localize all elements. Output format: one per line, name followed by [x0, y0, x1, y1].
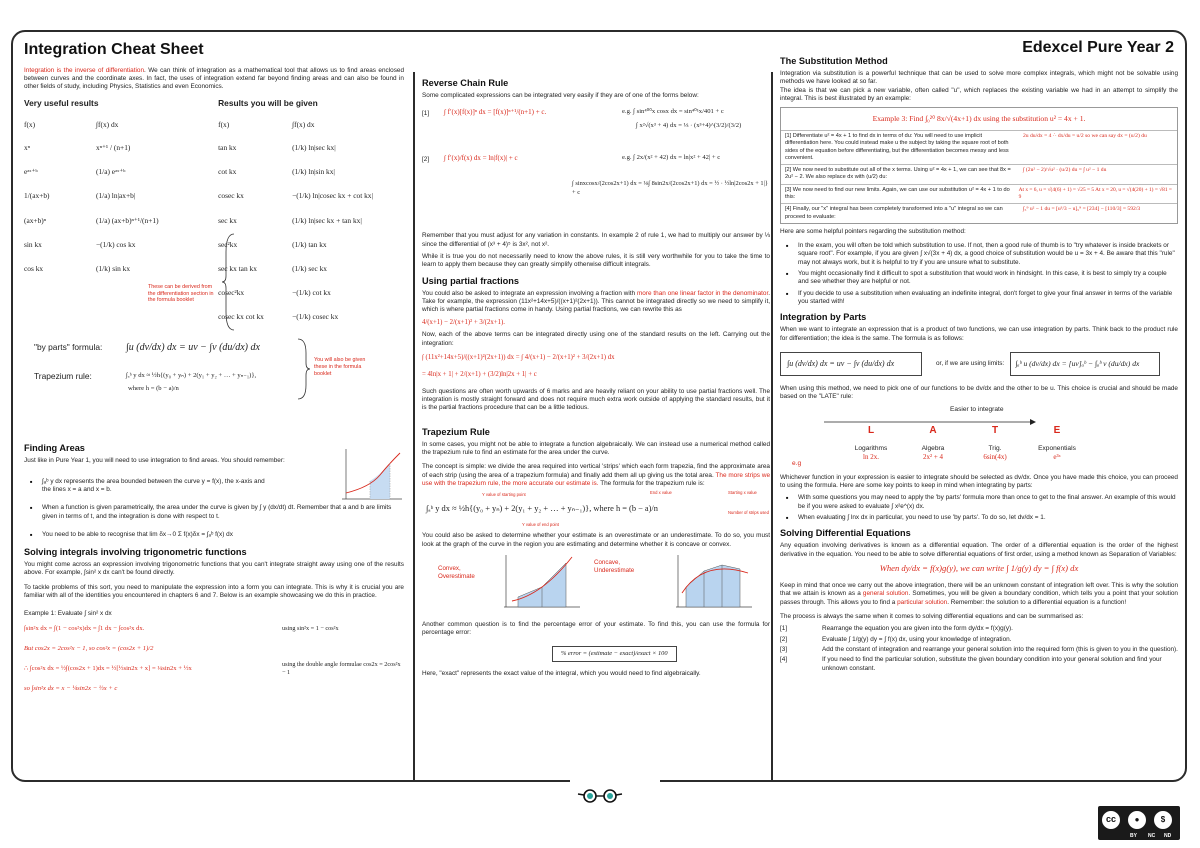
- booklet-note: You will also be given these in the formula booklet: [314, 357, 366, 378]
- page-title: Integration Cheat Sheet: [24, 41, 204, 58]
- given-function: sec kx: [218, 215, 237, 225]
- given-row: [218, 305, 404, 329]
- trapezium-p1: In some cases, you might not be able to integrate a function algebraically. We can instead use a numerical method called the trapezium rule to find an estimate for the area under the curve.: [422, 440, 770, 456]
- given-integral: (1/k) ln|sin kx|: [292, 167, 335, 177]
- column-divider: [771, 72, 773, 782]
- intro-rest: . We can think of integration as a mathematical tool that allows us to find areas enclosed between curves and the coordinate axes. In fact, the uses of integration extend far beyond finding areas and can also be found in other fields of study, including Physics, Statistics and even Economics.: [24, 66, 404, 91]
- brace-icon: [296, 337, 310, 401]
- step-4-result: ∫₅⁹ u² − 1 du = [u³/3 − u]₅⁹ = [234] − [110/3] = 592/3: [1023, 206, 1141, 213]
- substitution-bullet-2: ■ You might occasionally find it difficult to spot a substitution that would work in hindsight. In this case, it is best to simply try a couple and see whether they are helpful or not.: [798, 270, 1178, 287]
- rule-1-formula: ∫ f′(x)[f(x)]ⁿ dx = [f(x)]ⁿ⁺¹/(n+1) + c.: [444, 108, 547, 117]
- diff-eq-p2a: Keep in mind that once we carry out the above integration, there will be an unknown constant of integration left over. This is why the solution that we attain is known as a: [780, 582, 1178, 598]
- step-2-result: ∫ (2u² − 2)/√u² · (u/2) du = ∫ u² − 1 du: [1023, 167, 1107, 174]
- concave-graph: [674, 553, 754, 611]
- diff-eq-step: [780, 646, 1178, 654]
- derived-note: These can be derived from the differentiation section in the formula booklet: [148, 283, 214, 304]
- late-category: Logarithms: [854, 444, 888, 452]
- given-row: [218, 184, 404, 208]
- late-category: Algebra: [921, 444, 945, 452]
- label-y-end: Y value of end point: [522, 522, 559, 528]
- convexity-graphs: [422, 553, 770, 611]
- trig-note-1: using sin²x = 1 − cos²x: [282, 624, 339, 632]
- given-function: cot kx: [218, 167, 237, 177]
- by-parts-title: Integration by Parts: [780, 312, 867, 323]
- step-text: Add the constant of integration and rearrange your general solution into the required form (this is given to you in the question).: [822, 646, 1178, 654]
- by-parts-formulas: [780, 347, 1178, 381]
- trapezium-main-formula: ∫ₐᵇ y dx ≈ ½h{(y₀ + yₙ) + 2(y₁ + y₂ + … + yₙ₋₁)}, where h = (b − a)/n: [426, 504, 658, 514]
- useful-row: [24, 184, 200, 208]
- areas-bullet-2: ■ When a function is given parametrically, the area under the curve is given by ∫ y (dx/dt) dt. Remember that a and b are limits given in terms of t, and the integration is done with respect to t.: [42, 504, 394, 521]
- given-function: cosec kx cot kx: [218, 312, 264, 322]
- given-function: sec kx tan kx: [218, 264, 257, 273]
- late-column: [836, 424, 906, 463]
- given-row: [218, 208, 404, 232]
- reverse-chain-p2: While it is true you do not necessarily need to know the above rules, it is still very worthwhile for you to take the time to learn to apply them because they can greatly simplify otherwise difficult integrals.: [422, 252, 770, 269]
- label-start-x: Starting x value: [728, 490, 757, 496]
- partial-p1b: . Take for example, the expression (11x²+14x+5)/((x+1)²(2x+1)). This cannot be integrated directly so we need to simplify it, which is where partial fractions come in handy. Using partial fractions, we can rewrite this as: [422, 289, 770, 314]
- step-number: [4]: [780, 656, 788, 664]
- late-letter: L: [867, 424, 875, 436]
- trapezium-row: [34, 371, 256, 382]
- given-function: f(x): [218, 119, 230, 129]
- diff-eq-step: [780, 625, 1178, 633]
- trapezium-p2b: The formula for the trapezium rule is:: [598, 479, 705, 487]
- example-3-step-3: [781, 184, 1177, 204]
- easier-label: Easier to integrate: [950, 405, 1004, 413]
- finding-areas-title: Finding Areas: [24, 443, 85, 454]
- by-parts-limits-box: ∫ₐᵇ u (dv/dx) dx = [uv]ₐᵇ − ∫ₐᵇ v (du/dx) dx: [1010, 352, 1160, 376]
- intro-paragraph: [24, 67, 404, 92]
- given-function: cosec kx: [218, 191, 244, 201]
- reverse-chain-title: Reverse Chain Rule: [422, 78, 509, 88]
- given-function: sec²kx: [218, 239, 238, 249]
- trig-section: [24, 547, 404, 701]
- step-3-result: At x = 6, u = √(4(6) + 1) = √25 = 5 At x = 20, u = √(4(20) + 1) = √81 = 9: [1018, 186, 1172, 200]
- substitution-title: The Substitution Method: [780, 56, 888, 66]
- rule-2-example-b: ∫ sinxcosx/(2cos2x+1) dx = ⅛∫ 8sin2x/(2cos2x+1) dx = ½ · ½ln|2cos2x + 1|} + c: [572, 180, 768, 196]
- noncommercial-icon: $: [1152, 809, 1174, 831]
- trig-line-3: ∴ ∫cos²x dx = ½∫(cos2x + 1)dx = ½[½sin2x + x] = ¼sin2x + ½x: [24, 664, 192, 672]
- given-integral: ∫f(x) dx: [292, 119, 315, 129]
- step-text: If you need to find the particular solution, substitute the given boundary condition into your general solution and find your unknown constant.: [822, 656, 1162, 672]
- step-number: [3]: [780, 646, 788, 654]
- rule-1-example-a: e.g. ∫ sin⁴⁰⁰x cosx dx = sin⁴⁰¹x/401 + c: [622, 108, 724, 116]
- diff-eq-step: [780, 636, 1178, 644]
- step-1-result: 2u du/dx = 4 ∴ dx/du = u/2 so we can say dx = (u/2) du: [1023, 133, 1147, 140]
- useful-integral: (1/a) eᵃˣ⁺ᵇ: [96, 167, 126, 177]
- formula-booklet-section: [24, 337, 404, 405]
- useful-function: eᵃˣ⁺ᵇ: [24, 167, 38, 177]
- given-row: [218, 233, 404, 257]
- label-strips: Number of strips used: [728, 510, 769, 516]
- partial-p2: Now, each of the above terms can be integrated directly using one of the standard results on the left. Carrying out the integration:: [422, 331, 770, 347]
- trig-line-1: ∫sin²x dx = ∫(1 − cos²x)dx = ∫1 dx − ∫cos²x dx.: [24, 624, 145, 632]
- partial-p3: Such questions are often worth upwards of 6 marks and are heavily reliant on your ability to use partial fractions well. The integration is mostly straight forward and does not require much extra work outside of applying the standard results, but it is the partial fractions procedure that can be a little tedious.: [422, 387, 770, 412]
- partial-line-1: ∫ (11x²+14x+5)/((x+1)²(2x+1)) dx = ∫ 4/(x+1) − 2/(x+1)² + 3/(2x+1) dx: [422, 354, 615, 362]
- rule-number-2: [2]: [422, 156, 430, 164]
- late-example: e³ˣ: [1053, 453, 1061, 462]
- useful-integral: xⁿ⁺¹ / (n+1): [96, 143, 131, 153]
- trapezium-p2a: The concept is simple: we divide the area required into vertical 'strips' which each form trapezia, find the approximate area of each strip (using the area of a trapezium formula) and finally add them all up giving us the total area.: [422, 463, 770, 479]
- late-letter: A: [929, 424, 937, 436]
- particular-solution-term: particular solution: [897, 598, 948, 606]
- given-results-heading: Results you will be given: [218, 97, 318, 108]
- column-middle: [422, 72, 770, 807]
- byparts-row: [34, 341, 260, 354]
- trapezium-p3: You could also be asked to determine whether your estimate is an overestimate or an underestimate. To do so, you must look at the graph of the curve in the region you are estimating and determine whether it is concave or convex.: [422, 532, 770, 548]
- trapezium-p4: Another common question is to find the percentage error of your estimate. To find this, you can use the formula for percentage error:: [422, 620, 770, 637]
- substitution-p2: The idea is that we can pick a new variable, often called "u", which replaces the existing variable we had in an attempt to simplify the integral. This is best illustrated by an example:: [780, 86, 1178, 102]
- byparts-formula: ∫u (dv/dx) dx = uv − ∫v (du/dx) dx: [126, 342, 260, 354]
- late-example: 2x² + 4: [922, 453, 944, 462]
- trapezium-formula: ∫ₐᵇ y dx ≈ ½h{(y₀ + yₙ) + 2(y₁ + y₂ + … + yₙ₋₁)},: [126, 372, 257, 380]
- trapezium-p2-red: The more strips we use with the trapezium rule, the more accurate our estimate is.: [422, 471, 770, 487]
- concave-label: Concave, Underestimate: [594, 558, 635, 574]
- glasses-logo-icon: [576, 788, 624, 804]
- late-eg-label: e.g: [792, 459, 802, 467]
- diff-eq-p1: Any equation involving derivatives is known as a differential equation. The order of a differential equation is the order of the highest derivative in the equation. You need to be able to solve differential equations of first order, using a method known as Separation of Variables:: [780, 542, 1178, 558]
- finding-areas-intro: Just like in Pure Year 1, you will need to use integration to find areas. You should remember:: [24, 457, 285, 465]
- step-1-text: [1] Differentiate u² = 4x + 1 to find dx in terms of du: You will need to use implicit differentiation here. You could instead make u the subject by taking the square root of both sides of the equation before differentiating, but the differentiation becomes messy and less convenient.: [785, 133, 1009, 161]
- useful-function: (ax+b)ⁿ: [24, 215, 47, 225]
- cc-by-label: BY: [1130, 832, 1137, 839]
- useful-row: [24, 208, 200, 232]
- useful-row: [24, 160, 200, 184]
- area-graph: [340, 447, 404, 505]
- step-3-text: [3] We now need to find our new limits. Again, we can use our substitution u² = 4x + 1 to do this:: [785, 186, 1010, 200]
- creative-commons-badge: [1098, 806, 1180, 840]
- given-results-table: [218, 114, 404, 330]
- useful-integral: (1/a) ln|ax+b|: [96, 191, 136, 201]
- course-title: Edexcel Pure Year 2: [1022, 39, 1174, 56]
- trig-p2: To tackle problems of this sort, you need to manipulate the expression into a form you can integrate. This is why it is crucial you are familiar with all of the identities you encountered in chapters 6 and 7. Below is an example showcasing we do this in practice.: [24, 583, 404, 600]
- reverse-chain-forms: [422, 104, 770, 204]
- areas-bullet-3: ■ You need to be able to recognise that lim δx→0 Σ f(x)δx = ∫ₐᵇ f(x) dx: [42, 531, 394, 539]
- useful-integral: ∫f(x) dx: [96, 119, 119, 129]
- substitution-p1: Integration via substitution is a powerful technique that can be used to solve more complex integrals, which might not be solvable using methods we have looked at so far.: [780, 69, 1178, 86]
- diff-eq-p2: [780, 582, 1178, 607]
- by-parts-bullet-2: ■ When evaluating ∫ lnx dx in particular, you need to use 'by parts'. To do so, let dv/dx = 1.: [798, 514, 1178, 522]
- given-row: [218, 114, 404, 136]
- results-section: [24, 98, 404, 330]
- trapezium-title: Trapezium Rule: [422, 426, 490, 437]
- useful-row: [24, 136, 200, 160]
- late-example: 6sin(4x): [983, 453, 1007, 462]
- given-function: cosec²kx: [218, 288, 245, 298]
- diff-eq-step: [780, 656, 1178, 673]
- trig-line-4: so ∫sin²x dx = x − ¼sin2x − ½x + c: [24, 684, 118, 692]
- useful-integral: (1/a) (ax+b)ⁿ⁺¹/(n+1): [96, 215, 159, 225]
- trig-p1: You might come across an expression involving trigonometric functions that you can't integrate straight away using one of the results above. For example, ∫sin² x dx can't be found directly.: [24, 561, 404, 577]
- useful-function: 1/(ax+b): [24, 191, 50, 201]
- useful-row: [24, 114, 200, 136]
- useful-row: [24, 233, 200, 257]
- late-category: Exponentials: [1038, 444, 1076, 452]
- intro-red: Integration is the inverse of differentiation: [24, 66, 145, 74]
- finding-areas-section: [24, 443, 404, 539]
- trapezium-p2: [422, 463, 770, 488]
- by-parts-bullet-1: ■ With some questions you may need to apply the 'by parts' formula more than once to get to the final answer. An example of this would be if you were asked to evaluate ∫ x²e^(x) dx.: [798, 494, 1178, 511]
- by-parts-formula-box: ∫u (dv/dx) dx = uv − ∫v (du/dx) dx: [780, 352, 922, 376]
- step-number: [1]: [780, 625, 788, 633]
- useful-function: cos kx: [24, 264, 44, 273]
- trapezium-where: where h = (b − a)/n: [128, 385, 179, 393]
- given-row: [218, 281, 404, 305]
- by-parts-p1: When we want to integrate an expression that is a product of two functions, we can use integration by parts. Think back to the product rule for differentiation; the idea is the same. The formula is as follows:: [780, 326, 1178, 342]
- cc-icon: cc: [1100, 809, 1122, 831]
- diff-eq-steps: [780, 625, 1178, 673]
- given-integral: −(1/k) ln|cosec kx + cot kx|: [292, 191, 373, 201]
- given-row: [218, 160, 404, 184]
- byparts-label: "by parts" formula:: [34, 342, 103, 353]
- given-function: tan kx: [218, 143, 237, 153]
- areas-bullet-1: ■ ∫ₐᵇ y dx represents the area bounded between the curve y = f(x), the x-axis and the lines x = a and x = b.: [42, 478, 272, 495]
- partial-p1-red: more than one linear factor in the denominator: [636, 289, 769, 297]
- column-right: [780, 56, 1178, 791]
- step-text: Evaluate ∫ 1/g(y) dy = ∫ f(x) dx, using your knowledge of integration.: [822, 635, 1012, 643]
- trapezium-label: Trapezium rule:: [34, 371, 92, 382]
- attribution-icon: ●: [1126, 809, 1148, 831]
- example-3-step-2: [781, 164, 1177, 184]
- label-end-x: End x value: [650, 490, 672, 496]
- brace-icon: [222, 232, 236, 332]
- useful-function: xⁿ: [24, 143, 31, 153]
- late-column: [1022, 424, 1092, 463]
- partial-p1: [422, 290, 770, 315]
- percentage-error-formula: % error = (estimate − exact)/exact × 100: [552, 646, 677, 662]
- convex-graph: [502, 553, 582, 611]
- rule-number-1: [1]: [422, 110, 430, 118]
- useful-function: sin kx: [24, 239, 42, 249]
- partial-fraction-form: 4/(x+1) − 2/(x+1)² + 3/(2x+1).: [422, 318, 505, 326]
- label-y-start: Y value of starting point: [482, 492, 526, 498]
- trig-example-label: Example 1: Evaluate ∫ sin² x dx: [24, 610, 112, 618]
- by-parts-p3: Whichever function in your expression is easier to integrate should be selected as dv/dx. Once you have made this choice, you can proceed to using the formula. Here are some key points to keep in mind when integrating by parts:: [780, 473, 1178, 489]
- diff-eq-p3: The process is always the same when it comes to solving differential equations and can be summarised as:: [780, 613, 1084, 621]
- example-3-step-1: [781, 130, 1177, 164]
- useful-row: [24, 257, 200, 281]
- useful-results-table: [24, 114, 200, 281]
- example-3-step-4: [781, 203, 1177, 223]
- diff-eq-p2c: . Remember: the solution to a differential equation is a function!: [947, 598, 1127, 606]
- given-row: [218, 136, 404, 160]
- rule-2-example-a: e.g. ∫ 2x/(x² + 42) dx = ln|x² + 42| + c: [622, 154, 721, 162]
- given-integral: (1/k) ln|sec kx|: [292, 143, 336, 153]
- trig-note-3: using the double angle formulae cos2x = 2cos²x − 1: [282, 660, 401, 676]
- late-letter: E: [1053, 424, 1061, 436]
- useful-integral: (1/k) sin kx: [96, 264, 131, 273]
- diff-eq-p2b: . Sometimes, you will be given a boundary condition, which tells you a point that your solution passes through. This allows you to find a: [780, 590, 1178, 606]
- given-integral: −(1/k) cot kx: [292, 288, 331, 298]
- column-left: [24, 40, 404, 775]
- useful-integral: −(1/k) cos kx: [96, 239, 136, 249]
- late-letter: T: [991, 424, 999, 436]
- cc-nd-label: ND: [1164, 832, 1172, 839]
- given-integral: (1/k) tan kx: [292, 239, 327, 249]
- step-number: [2]: [780, 635, 788, 643]
- step-4-text: [4] Finally, our "x" integral has been completely transformed into a "u" integral so we can proceed to evaluate:: [785, 206, 1003, 220]
- substitution-pointers-intro: Here are some helpful pointers regarding the substitution method:: [780, 227, 966, 235]
- example-3-title: [781, 108, 1177, 130]
- reverse-chain-intro: Some complicated expressions can be integrated very easily if they are of one of the forms below:: [422, 91, 699, 99]
- useful-function: f(x): [24, 119, 36, 129]
- trapezium-formula-block: [422, 492, 770, 530]
- example-3-box: [780, 107, 1178, 224]
- late-example: ln 2x.: [863, 453, 879, 462]
- step-text: Rearrange the equation you are given into the form dy/dx = f(x)g(y).: [822, 625, 1013, 633]
- by-parts-or: or, if we are using limits:: [936, 359, 1005, 367]
- trig-line-2: But cos2x = 2cos²x − 1, so cos²x = (cos2x + 1)/2: [24, 644, 154, 652]
- late-column: [960, 424, 1030, 463]
- column-divider: [413, 72, 415, 782]
- trapezium-p5: Here, "exact" represents the exact value of the integral, which you would need to find algebraically.: [422, 669, 701, 677]
- given-integral: −(1/k) cosec kx: [292, 312, 339, 322]
- partial-p1a: You could also be asked to integrate an expression involving a fraction with: [422, 289, 637, 297]
- given-results: [218, 98, 404, 330]
- separation-formula: When dy/dx = f(x)g(y), we can write ∫ 1/g(y) dy = ∫ f(x) dx: [879, 562, 1079, 573]
- given-row: [218, 257, 404, 281]
- cc-nc-label: NC: [1148, 832, 1156, 839]
- partial-fractions-title: Using partial fractions: [422, 275, 519, 286]
- given-integral: (1/k) sec kx: [292, 264, 327, 273]
- late-category: Trig.: [988, 444, 1002, 452]
- partial-line-2: = 4ln|x + 1| + 2/(x+1) + (3/2)ln|2x + 1| + c: [422, 370, 537, 378]
- given-integral: (1/k) ln|sec kx + tan kx|: [292, 215, 362, 225]
- substitution-bullet-3: ■ If you decide to use a substitution when evaluating an indefinite integral, don't forget to give your final answer in terms of the variable you started with!: [798, 290, 1178, 307]
- trig-working: [24, 623, 404, 701]
- trig-title: Solving integrals involving trigonometric functions: [24, 547, 247, 558]
- convex-label: Convex, Overestimate: [438, 564, 475, 580]
- late-rule: [780, 406, 1178, 470]
- by-parts-p2: When using this method, we need to pick one of our functions to be dv/dx and the other to be u. This choice is crucial and should be made based on the "LATE" rule:: [780, 385, 1178, 401]
- substitution-bullet-1: ■ In the exam, you will often be told which substitution to use. If not, then a good rule of thumb is to "try whatever is inside brackets or square root". For example, if you are given ∫ x√(3x + 4) dx, a good choice of substitution would be u = 3x + 4. Be aware that this "rule" may not always work, but it is helpful to try if you are unsure what to substitute.: [798, 242, 1178, 267]
- example-3-text: Example 3: Find ∫₀²⁰ 8x/√(4x+1) dx using the substitution u² = 4x + 1.: [872, 114, 1086, 124]
- rule-1-example-b: ∫ x²√(x³ + 4) dx = ⅓ · (x³+4)^(3/2)/(3/2): [636, 122, 742, 130]
- step-2-text: [2] We now need to substitute out all of the x terms. Using u² = 4x + 1, we can see that 8x = 2u² − 2. We also replace dx with (u/2) du:: [785, 167, 1011, 181]
- diff-eq-title: Solving Differential Equations: [780, 528, 911, 539]
- general-solution-term: general solution: [862, 590, 909, 598]
- late-column: [898, 424, 968, 463]
- reverse-chain-p1: Remember that you must adjust for any variation in constants. In example 2 of rule 1, we had to multiply our answer by ⅓ since the differential of (x³ + 4)⁵ is 3x², not x².: [422, 232, 770, 248]
- useful-results-heading: Very useful results: [24, 97, 99, 108]
- rule-2-formula: ∫ f′(x)/f(x) dx = ln|f(x)| + c: [444, 154, 518, 163]
